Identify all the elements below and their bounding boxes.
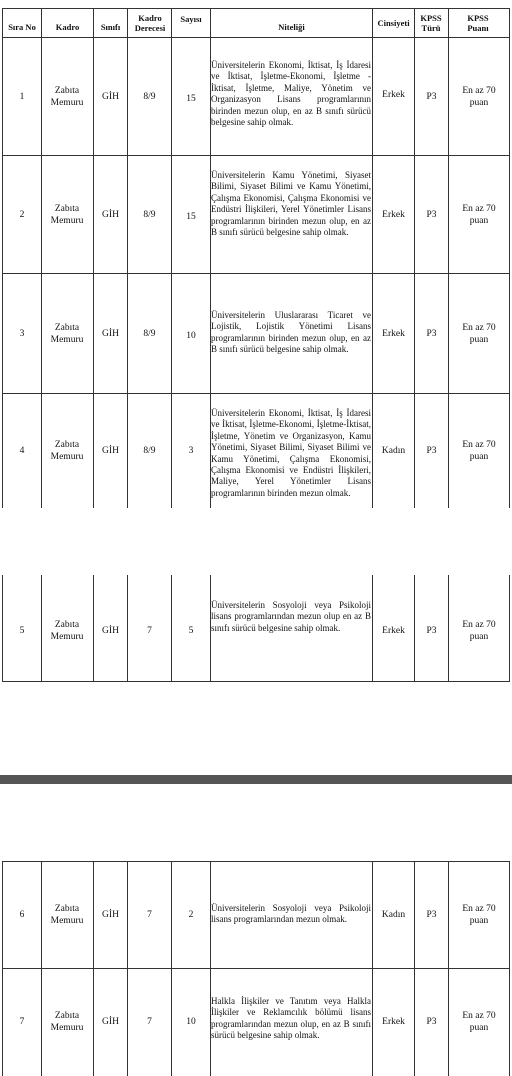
row-nitelik: Üniversitelerin Kamu Yönetimi, Siyaset Bilimi, Siyaset Bilimi ve Kamu Yönetimi, Çalışma Ekonomisi, Çalışma Ekonomisi ve Endüstri İlişkileri, Yerel Yönetimler Lisans programlarının birinden mezun olup, en az B sınıfı sürücü belgesine sahip olmak.: [211, 170, 371, 238]
row-kpss-puan: En az 70 puan: [462, 904, 496, 926]
row-kadro: Zabıta Memuru: [50, 619, 84, 642]
row-kadro: Zabıta Memuru: [50, 203, 84, 226]
row-no: 4: [19, 446, 25, 456]
header-niteligi: Niteliği: [278, 22, 305, 32]
row-kadro: Zabıta Memuru: [50, 440, 84, 462]
row-no: 6: [19, 910, 25, 920]
row-sinif: GİH: [102, 625, 119, 636]
row-cinsiyet: Erkek: [382, 1017, 405, 1027]
row-derece: 8/9: [143, 209, 156, 220]
row-nitelik: Üniversitelerin Ekonomi, İktisat, İş İdaresi ve İktisat, İşletme-Ekonomi, İşletme - İktisat, İşletme, Maliye, Yönetim ve Organizasyon Lisans programlarının birinden mezun olup, en az B sınıfı sürücü belgesine sahip olmak.: [211, 60, 371, 128]
row-derece: 7: [147, 910, 152, 920]
row-kadro: Zabıta Memuru: [50, 904, 84, 926]
row-nitelik: Halkla İlişkiler ve Tanıtım veya Halkla İlişkiler ve Reklamcılık bölümü lisans programlarından mezun olup, en az B sınıfı sürücü belgesine sahip olmak.: [211, 996, 371, 1041]
row-sayi: 10: [186, 1017, 196, 1027]
header-kpss-puani: KPSS Puanı: [467, 13, 489, 33]
row-derece: 8/9: [143, 91, 156, 102]
row-nitelik: Üniversitelerin Sosyoloji veya Psikoloji lisans programlarından mezun olmak.: [211, 903, 371, 925]
header-kadro: Kadro: [55, 22, 80, 32]
row-sinif: GİH: [102, 1017, 119, 1027]
row-kpss-puan: En az 70 puan: [462, 203, 496, 226]
header-kpss-turu: KPSS Türü: [420, 13, 442, 33]
row-sinif: GİH: [102, 328, 119, 339]
row-derece: 7: [147, 625, 152, 636]
row-kpss-tur: P3: [426, 209, 437, 220]
page-separator: [0, 775, 512, 784]
row-cinsiyet: Kadın: [381, 910, 406, 920]
row-kpss-puan: En az 70 puan: [462, 322, 496, 345]
row-sayi: 2: [188, 910, 194, 920]
row-no: 1: [19, 91, 25, 102]
row-kpss-puan: En az 70 puan: [462, 85, 496, 108]
row-sayi: 3: [188, 446, 194, 456]
header-sira-no: Sıra No: [8, 22, 36, 32]
row-kpss-puan: En az 70 puan: [462, 440, 496, 462]
row-cinsiyet: Erkek: [382, 89, 405, 100]
row-sinif: GİH: [102, 209, 119, 220]
row-sinif: GİH: [102, 91, 119, 102]
row-sayi: 15: [186, 93, 196, 104]
row-kpss-tur: P3: [426, 625, 437, 636]
row-derece: 7: [147, 1017, 152, 1027]
row-nitelik: Üniversitelerin Uluslararası Ticaret ve Lojistik, Lojistik Yönetimi Lisans programlarının birinden mezun olup, en az B sınıfı sürücü belgesine sahip olmak.: [211, 310, 371, 355]
row-kpss-tur: P3: [426, 446, 437, 456]
row-kpss-puan: En az 70 puan: [462, 619, 496, 642]
row-cinsiyet: Erkek: [382, 209, 405, 220]
row-kpss-puan: En az 70 puan: [462, 1011, 496, 1033]
row-cinsiyet: Erkek: [382, 625, 405, 636]
row-cinsiyet: Erkek: [382, 328, 405, 339]
row-no: 5: [19, 625, 25, 636]
header-cinsiyeti: Cinsiyeti: [377, 18, 410, 28]
row-sayi: 5: [188, 625, 194, 636]
row-sayi: 10: [186, 330, 196, 341]
row-no: 2: [19, 209, 25, 220]
row-kpss-tur: P3: [426, 91, 437, 102]
row-kadro: Zabıta Memuru: [50, 322, 84, 345]
row-kadro: Zabıta Memuru: [50, 1011, 84, 1033]
header-kadro-derecesi: Kadro Derecesi: [134, 13, 166, 33]
row-nitelik: Üniversitelerin Sosyoloji veya Psikoloji lisans programlarından mezun olup en az B sınıfı sürücü belgesine sahip olmak.: [211, 600, 371, 633]
row-kpss-tur: P3: [426, 1017, 437, 1027]
row-no: 3: [19, 328, 25, 339]
row-nitelik: Üniversitelerin Ekonomi, İktisat, İş İdaresi ve İktisat, İşletme-Ekonomi, İşletme-İktisat, İşletme, Yönetim ve Organizasyon, Kamu Yönetimi, Siyaset Bilimi, Siyaset Bilimi ve Kamu Yönetimi, Çalışma Ekonomisi, Çalışma Ekonomisi ve Endüstri İlişkileri, Maliye, Yerel Yönetimler Lisans programlarının birinden mezun olmak.: [211, 408, 371, 498]
row-derece: 8/9: [143, 446, 156, 456]
header-sayisi: Sayısı: [180, 14, 202, 24]
header-sinifi: Sınıfı: [100, 22, 121, 32]
page-break: [0, 508, 512, 575]
row-sinif: GİH: [102, 446, 119, 456]
row-cinsiyet: Kadın: [381, 446, 406, 456]
row-no: 7: [19, 1017, 25, 1027]
row-kadro: Zabıta Memuru: [50, 85, 84, 108]
row-kpss-tur: P3: [426, 910, 437, 920]
row-derece: 8/9: [143, 328, 156, 339]
row-kpss-tur: P3: [426, 328, 437, 339]
row-sinif: GİH: [102, 910, 119, 920]
row-sayi: 15: [186, 211, 196, 222]
